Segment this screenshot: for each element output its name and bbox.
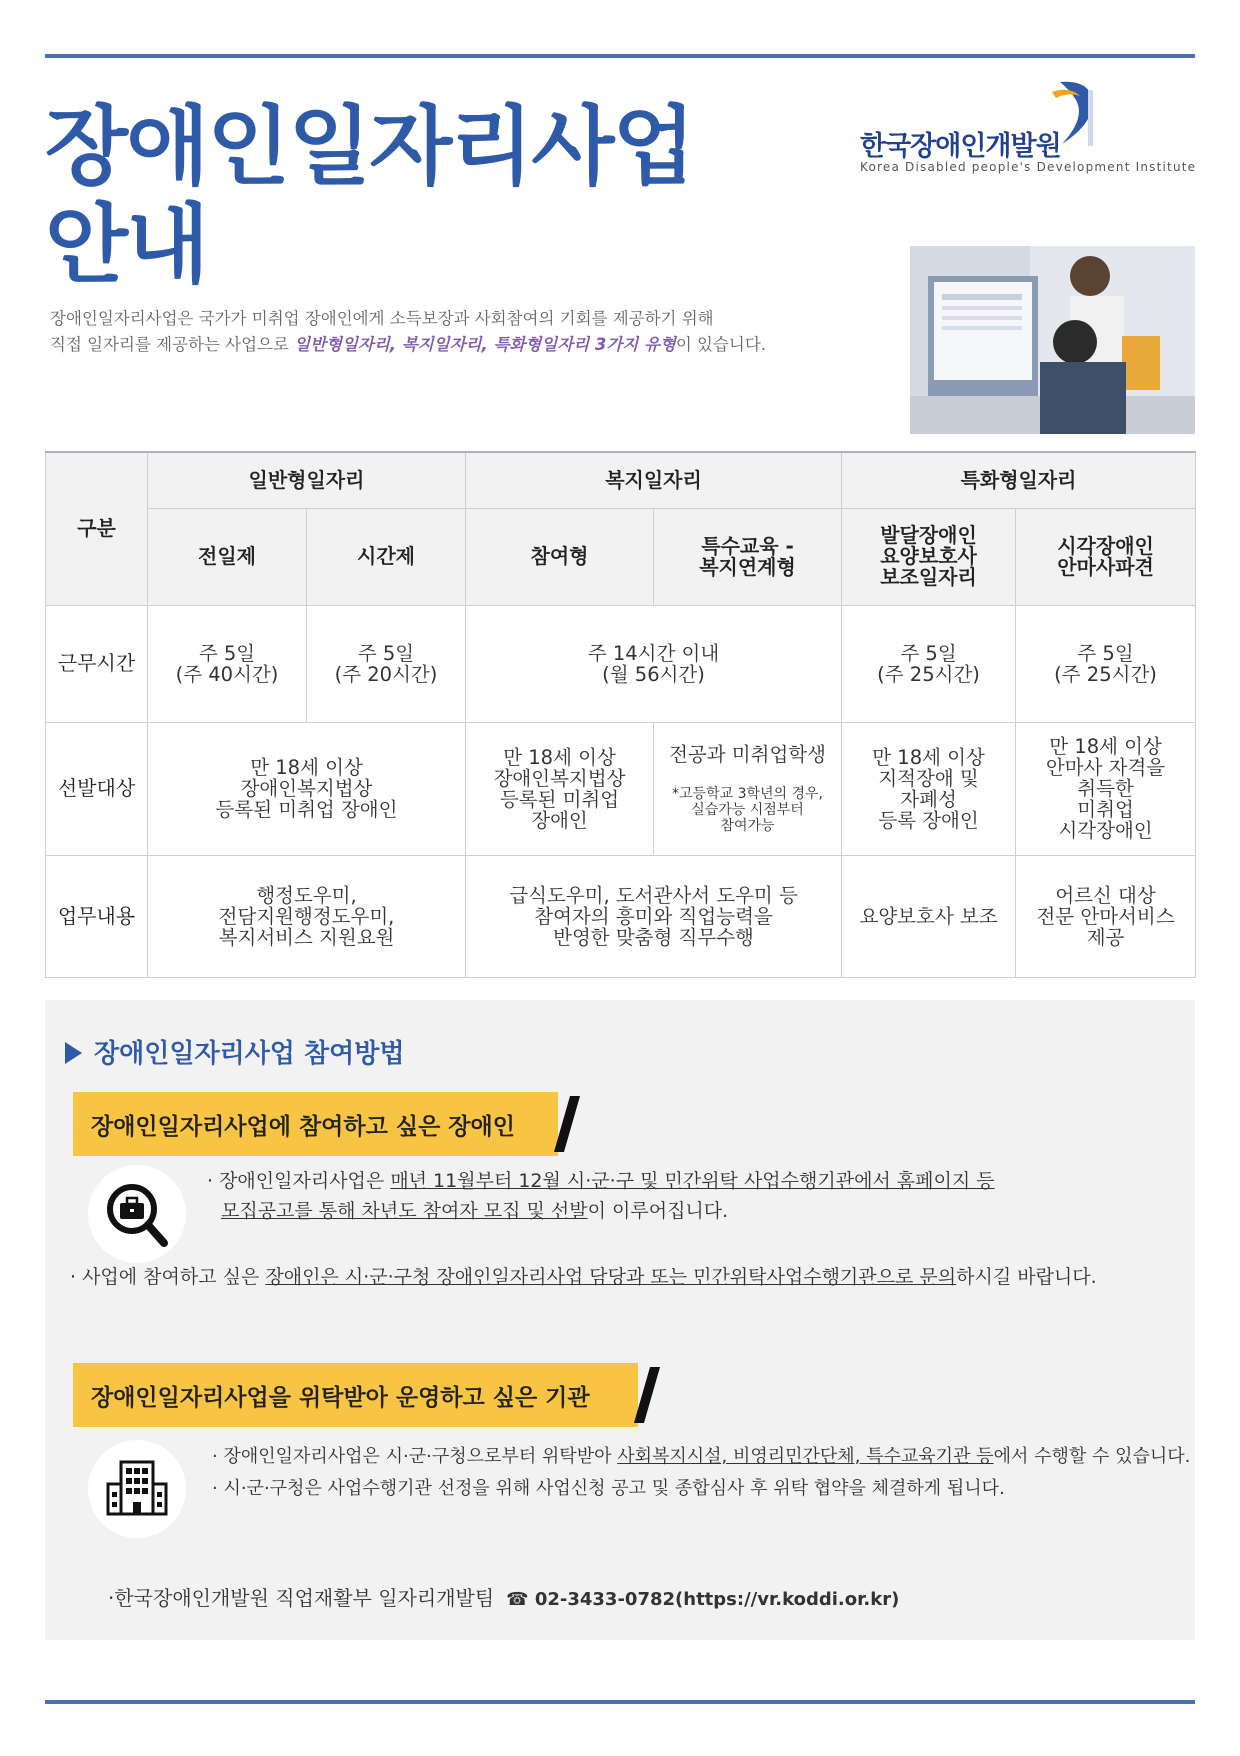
logo-subtitle: Korea Disabled people's Development Institute: [860, 160, 1197, 174]
contact-line: [108, 1582, 899, 1611]
duties-massage: 어르신 대상 전문 안마서비스 제공: [1016, 855, 1196, 977]
duties-general: 행정도우미, 전담지원행정도우미, 복지서비스 지원요원: [148, 855, 466, 977]
s2b1-post: 에서 수행할 수 있습니다.: [993, 1446, 1191, 1467]
subhead-special-education: 특수교육 - 복지연계형: [654, 508, 842, 605]
table-corner: 구분: [46, 452, 148, 605]
duties-welfare: 급식도우미, 도서관사서 도우미 등 참여자의 흥미와 직업능력을 반영한 맞춤형 직무수행: [466, 855, 842, 977]
s1b1-underline2: 모집공고를 통해 차년도 참여자 모집 및 선발: [221, 1200, 588, 1222]
s1b1-post: 이 이루어집니다.: [587, 1200, 729, 1222]
job-types-table: [45, 451, 1196, 978]
banner-organizations-text: 장애인일자리사업을 위탁받아 운영하고 싶은 기관: [91, 1385, 590, 1411]
intro-line1: 장애인일자리사업은 국가가 미취업 장애인에게 소득보장과 사회참여의 기회를 제공하기 위해: [50, 309, 714, 328]
intro-line2-post: 이 있습니다.: [675, 335, 767, 354]
contact-team: ·한국장애인개발원 직업재활부 일자리개발팀: [108, 1586, 495, 1610]
hours-parttime: 주 5일 (주 20시간): [307, 605, 466, 722]
row-label-hours: 근무시간: [46, 605, 148, 722]
banner-individuals: [73, 1092, 558, 1156]
intro-highlight: 일반형일자리, 복지일자리, 특화형일자리 3가지 유형: [294, 335, 676, 354]
contact-phone: ☎ 02-3433-0782(https://vr.koddi.or.kr): [506, 1589, 900, 1610]
section2-bullet2: · 시·군·구청은 사업수행기관 선정을 위해 사업신청 공고 및 종합심사 후 위탁 협약을 체결하게 됩니다.: [212, 1478, 1005, 1499]
s1b1-underline1: 매년 11월부터 12월 시·군·구 및 민간위탁 사업수행기관에서 홈페이지 등: [390, 1170, 995, 1192]
section2-bullet1: [212, 1442, 1190, 1472]
eligibility-care: 만 18세 이상 지적장애 및 자폐성 등록 장애인: [842, 722, 1016, 855]
participation-title-text: 장애인일자리사업 참여방법: [94, 1039, 405, 1069]
koddi-logo: [860, 78, 1200, 178]
s1b2-post: 하시길 바랍니다.: [956, 1266, 1097, 1288]
hours-welfare: 주 14시간 이내 (월 56시간): [466, 605, 842, 722]
hours-massage: 주 5일 (주 25시간): [1016, 605, 1196, 722]
s1b2-pre: · 사업에 참여하고 싶은: [70, 1266, 266, 1288]
s1b2-underline: 장애인은 시·군·구청 장애인일자리사업 담당과 또는 민간위탁사업수행기관으로 문의: [265, 1266, 957, 1288]
eligibility-special: [654, 722, 842, 855]
subhead-participation: 참여형: [466, 508, 654, 605]
section1-bullet1: [207, 1166, 995, 1226]
page-title-line2: 안내: [45, 195, 208, 295]
banner-organizations: [73, 1363, 638, 1427]
logo-name: 한국장애인개발원: [860, 131, 1061, 162]
subhead-care-assistant: 발달장애인 요양보호사 보조일자리: [842, 508, 1016, 605]
page-title: [45, 98, 694, 294]
page-title-line1: 장애인일자리사업: [45, 97, 694, 197]
building-icon: [88, 1440, 186, 1538]
bottom-rule: [45, 1700, 1195, 1704]
eligibility-special-note: *고등학교 3학년의 경우, 실습가능 시점부터 참여가능: [672, 785, 824, 834]
row-label-eligibility: 선발대상: [46, 722, 148, 855]
eligibility-special-main: 전공과 미취업학생: [669, 742, 826, 766]
s1b1-pre: · 장애인일자리사업은: [207, 1170, 391, 1192]
participation-title: [65, 1033, 404, 1070]
subhead-massage: 시각장애인 안마사파견: [1016, 508, 1196, 605]
row-label-duties: 업무내용: [46, 855, 148, 977]
subhead-parttime: 시간제: [307, 508, 466, 605]
hours-care: 주 5일 (주 25시간): [842, 605, 1016, 722]
intro-line2-pre: 직접 일자리를 제공하는 사업으로: [50, 335, 295, 354]
banner-individuals-text: 장애인일자리사업에 참여하고 싶은 장애인: [91, 1114, 515, 1140]
eligibility-participation: 만 18세 이상 장애인복지법상 등록된 미취업 장애인: [466, 722, 654, 855]
triangle-bullet-icon: [65, 1042, 82, 1064]
s2b1-underline: 사회복지시설, 비영리민간단체, 특수교육기관 등: [617, 1446, 994, 1467]
hours-fulltime: 주 5일 (주 40시간): [148, 605, 307, 722]
top-rule: [45, 54, 1195, 58]
eligibility-general: 만 18세 이상 장애인복지법상 등록된 미취업 장애인: [148, 722, 466, 855]
intro-text: [50, 306, 766, 358]
group-special: 특화형일자리: [842, 452, 1196, 508]
search-briefcase-icon: [88, 1165, 186, 1263]
duties-care: 요양보호사 보조: [842, 855, 1016, 977]
subhead-fulltime: 전일제: [148, 508, 307, 605]
group-general: 일반형일자리: [148, 452, 466, 508]
intro-line2: [50, 332, 766, 358]
eligibility-massage: 만 18세 이상 안마사 자격을 취득한 미취업 시각장애인: [1016, 722, 1196, 855]
group-welfare: 복지일자리: [466, 452, 842, 508]
office-photo: [910, 246, 1195, 434]
s2b1-pre: · 장애인일자리사업은 시·군·구청으로부터 위탁받아: [212, 1446, 618, 1467]
office-photo-illustration: [910, 246, 1195, 434]
section1-bullet2: [70, 1262, 1097, 1292]
